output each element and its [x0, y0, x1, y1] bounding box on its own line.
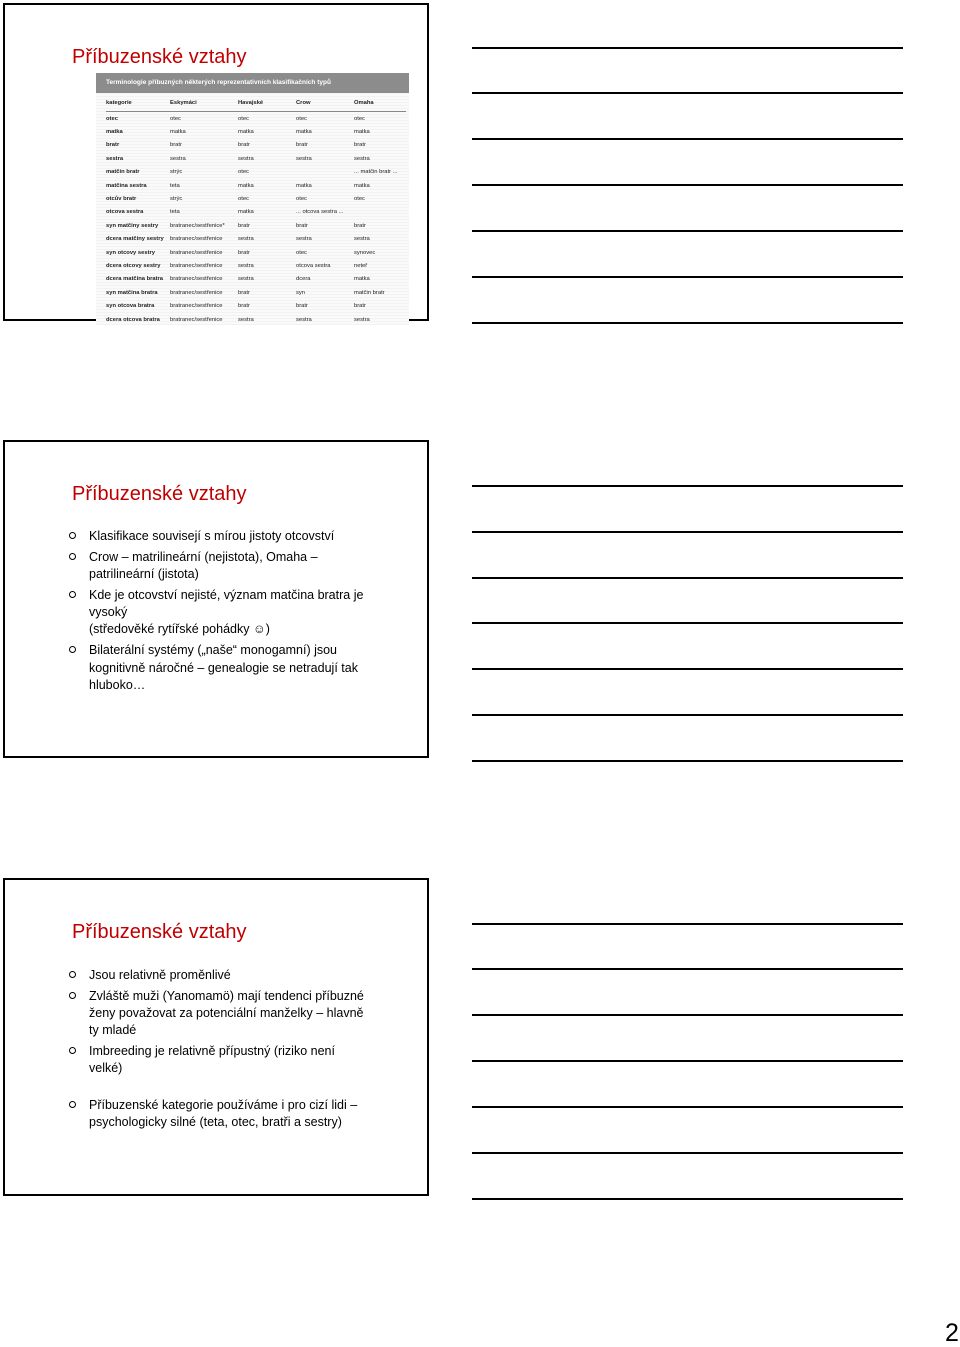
- table-cell: otec: [354, 115, 365, 122]
- table-cell: bratr: [296, 142, 308, 149]
- table-cell: teta: [170, 209, 180, 216]
- bullet-circle-icon: [69, 591, 76, 598]
- notes-line: [472, 531, 903, 533]
- table-cell: matka: [296, 182, 312, 189]
- bullet-text: ty mladé: [89, 1023, 137, 1038]
- table-cell: otec: [106, 115, 118, 122]
- table-cell: sestra: [238, 155, 254, 162]
- bullet-text: Kde je otcovství nejisté, význam matčina bratra je: [89, 587, 364, 602]
- table-row: [106, 152, 406, 165]
- table-cell: bratranec/sestřenice: [170, 316, 223, 323]
- bullet-item: [69, 528, 404, 545]
- notes-line: [472, 1014, 903, 1016]
- table-cell: ... matčin bratr ...: [354, 169, 398, 176]
- notes-line: [472, 1060, 903, 1062]
- table-cell: matka: [354, 182, 370, 189]
- bullet-item: [69, 549, 404, 584]
- table-row: [106, 206, 406, 219]
- table-row: [106, 179, 406, 192]
- bullet-item: [69, 587, 404, 639]
- table-cell: otec: [238, 196, 249, 203]
- table-cell: bratr: [106, 142, 120, 149]
- table-row: [106, 299, 406, 312]
- notes-line: [472, 230, 903, 232]
- table-cell: bratr: [238, 249, 250, 256]
- table-caption: Terminologie příbuzných některých reprezentativních klasifikačních typů: [96, 73, 409, 93]
- notes-line: [472, 92, 903, 94]
- table-cell: bratr: [296, 222, 308, 229]
- bullet-item: [69, 967, 404, 984]
- column-header: kategorie: [106, 95, 170, 112]
- table-cell: bratranec/sestřenice: [170, 303, 223, 310]
- table-cell: syn otcova bratra: [106, 303, 155, 310]
- table-header-row: [106, 95, 406, 112]
- bullet-item: [69, 988, 404, 1040]
- table-cell: bratr: [238, 303, 250, 310]
- table-cell: synovec: [354, 249, 376, 256]
- table-cell: bratr: [170, 142, 182, 149]
- bullet-list: [69, 528, 404, 698]
- table-cell: syn: [296, 289, 306, 296]
- notes-line: [472, 1152, 903, 1154]
- table-cell: matka: [106, 129, 123, 136]
- bullet-text: vysoký: [89, 605, 128, 620]
- notes-line: [472, 714, 903, 716]
- bullet-text: kognitivně náročné – genealogie se netradují tak: [89, 660, 358, 675]
- table-cell: sestra: [238, 276, 254, 283]
- table-row: [106, 233, 406, 246]
- table-cell: dcera matčiny sestry: [106, 236, 164, 243]
- table-cell: otec: [296, 196, 307, 203]
- table-cell: bratranec/sestřenice: [170, 249, 223, 256]
- column-header: Havajské: [238, 95, 296, 112]
- table-row: [106, 273, 406, 286]
- bullet-text: Imbreeding je relativně přípustný (riziko není: [89, 1044, 335, 1059]
- table-cell: bratr: [354, 222, 366, 229]
- notes-line: [472, 47, 903, 49]
- notes-line: [472, 322, 903, 324]
- table-cell: bratranec/sestřenice*: [170, 222, 225, 229]
- table-cell: sestra: [354, 236, 370, 243]
- bullet-item: [69, 642, 404, 694]
- table-cell: sestra: [106, 155, 124, 162]
- table-cell: bratr: [238, 289, 250, 296]
- table-cell: syn matčina bratra: [106, 289, 158, 296]
- table-cell: otcův bratr: [106, 196, 137, 203]
- table-cell: sestra: [296, 236, 312, 243]
- notes-line: [472, 968, 903, 970]
- table-cell: sestra: [354, 316, 370, 323]
- bullet-text: ženy považovat za potenciální manželky – hlavně: [89, 1006, 364, 1021]
- table-cell: matka: [296, 129, 312, 136]
- table-row: [106, 112, 406, 126]
- table-cell: otec: [170, 115, 181, 122]
- bullet-circle-icon: [69, 532, 76, 539]
- notes-line: [472, 1106, 903, 1108]
- table-cell: matka: [238, 209, 254, 216]
- table-cell: ... otcova sestra ...: [296, 209, 344, 216]
- table-cell: sestra: [170, 155, 186, 162]
- notes-line: [472, 138, 903, 140]
- table-cell: matčin bratr: [106, 169, 140, 176]
- kinship-terminology-table: [96, 73, 409, 325]
- bullet-text: (středověké rytířské pohádky ☺): [89, 622, 270, 637]
- page-number: 2: [945, 1319, 959, 1347]
- table-cell: otec: [238, 115, 249, 122]
- table-cell: sestra: [296, 316, 312, 323]
- table-cell: otcova sestra: [106, 209, 144, 216]
- notes-line: [472, 485, 903, 487]
- bullet-circle-icon: [69, 646, 76, 653]
- table-cell: otec: [296, 115, 307, 122]
- column-header: Omaha: [354, 95, 406, 112]
- bullet-text: patrilineární (jistota): [89, 567, 199, 582]
- table-cell: otec: [238, 169, 249, 176]
- table-row: [106, 313, 406, 325]
- column-header: Eskymáci: [170, 95, 238, 112]
- table-cell: matka: [170, 129, 186, 136]
- table-cell: sestra: [354, 155, 370, 162]
- table-cell: bratranec/sestřenice: [170, 236, 223, 243]
- table-cell: matka: [238, 182, 254, 189]
- table-row: [106, 166, 406, 179]
- bullet-text: Jsou relativně proměnlivé: [89, 968, 231, 982]
- bullet-list: [69, 967, 404, 1135]
- bullet-circle-icon: [69, 971, 76, 978]
- bullet-text: psychologicky silné (teta, otec, bratři a sestry): [89, 1115, 342, 1130]
- bullet-text: Crow – matrilineární (nejistota), Omaha –: [89, 549, 318, 564]
- table-cell: otec: [296, 249, 307, 256]
- table-row: [106, 259, 406, 272]
- notes-line: [472, 577, 903, 579]
- table-cell: syn matčiny sestry: [106, 222, 159, 229]
- table-cell: bratr: [354, 303, 366, 310]
- table-cell: dcera otcovy sestry: [106, 262, 161, 269]
- slide-2: [3, 440, 429, 758]
- table-cell: [354, 206, 406, 219]
- slide-3: [3, 878, 429, 1196]
- table-cell: bratr: [238, 142, 250, 149]
- table-cell: strýc: [170, 169, 183, 176]
- table-cell: neteř: [354, 262, 368, 269]
- table-cell: bratr: [296, 303, 308, 310]
- table-cell: teta: [170, 182, 180, 189]
- notes-line: [472, 923, 903, 925]
- table-cell: otcova sestra: [296, 262, 331, 269]
- bullet-circle-icon: [69, 992, 76, 999]
- notes-line: [472, 622, 903, 624]
- table-row: [106, 246, 406, 259]
- bullet-text: Klasifikace souvisejí s mírou jistoty otcovství: [89, 529, 335, 543]
- bullet-item: [69, 1097, 404, 1132]
- table-cell: sestra: [238, 316, 254, 323]
- table-cell: matčin bratr: [354, 289, 385, 296]
- table-cell: bratranec/sestřenice: [170, 276, 223, 283]
- bullet-circle-icon: [69, 553, 76, 560]
- table-cell: sestra: [238, 236, 254, 243]
- bullet-text: hluboko…: [89, 677, 146, 692]
- bullet-text: velké): [89, 1061, 123, 1076]
- table-cell: sestra: [238, 262, 254, 269]
- notes-line: [472, 760, 903, 762]
- bullet-text: Zvláště muži (Yanomamö) mají tendenci příbuzné: [89, 988, 364, 1003]
- notes-line: [472, 668, 903, 670]
- bullet-text: Bilaterální systémy („naše“ monogamní) jsou: [89, 643, 338, 658]
- bullet-circle-icon: [69, 1101, 76, 1108]
- table-cell: bratranec/sestřenice: [170, 262, 223, 269]
- table-row: [106, 192, 406, 205]
- table-cell: dcera: [296, 276, 311, 283]
- table-cell: otec: [354, 196, 365, 203]
- table-cell: matka: [354, 129, 370, 136]
- table-cell: matčina sestra: [106, 182, 147, 189]
- table-cell: sestra: [296, 155, 312, 162]
- table-cell: bratranec/sestřenice: [170, 289, 223, 296]
- notes-line: [472, 184, 903, 186]
- table-row: [106, 139, 406, 152]
- table-cell: syn otcovy sestry: [106, 249, 155, 256]
- table-cell: [296, 166, 354, 179]
- slide-title: Příbuzenské vztahy: [72, 483, 247, 505]
- table-cell: bratr: [238, 222, 250, 229]
- table-cell: dcera matčina bratra: [106, 276, 164, 283]
- table-cell: dcera otcova bratra: [106, 316, 160, 323]
- kinship-table: [106, 95, 406, 325]
- table-cell: bratr: [354, 142, 366, 149]
- table-row: [106, 125, 406, 138]
- table-cell: strýc: [170, 196, 183, 203]
- notes-line: [472, 1198, 903, 1200]
- bullet-item: [69, 1043, 404, 1078]
- column-header: Crow: [296, 95, 354, 112]
- table-row: [106, 219, 406, 232]
- table-row: [106, 286, 406, 299]
- bullet-text: Příbuzenské kategorie používáme i pro cizí lidi –: [89, 1097, 358, 1112]
- bullet-circle-icon: [69, 1047, 76, 1054]
- table-cell: matka: [238, 129, 254, 136]
- slide-title: Příbuzenské vztahy: [72, 921, 247, 943]
- slide-title: Příbuzenské vztahy: [72, 46, 247, 68]
- notes-line: [472, 276, 903, 278]
- table-cell: matka: [354, 276, 370, 283]
